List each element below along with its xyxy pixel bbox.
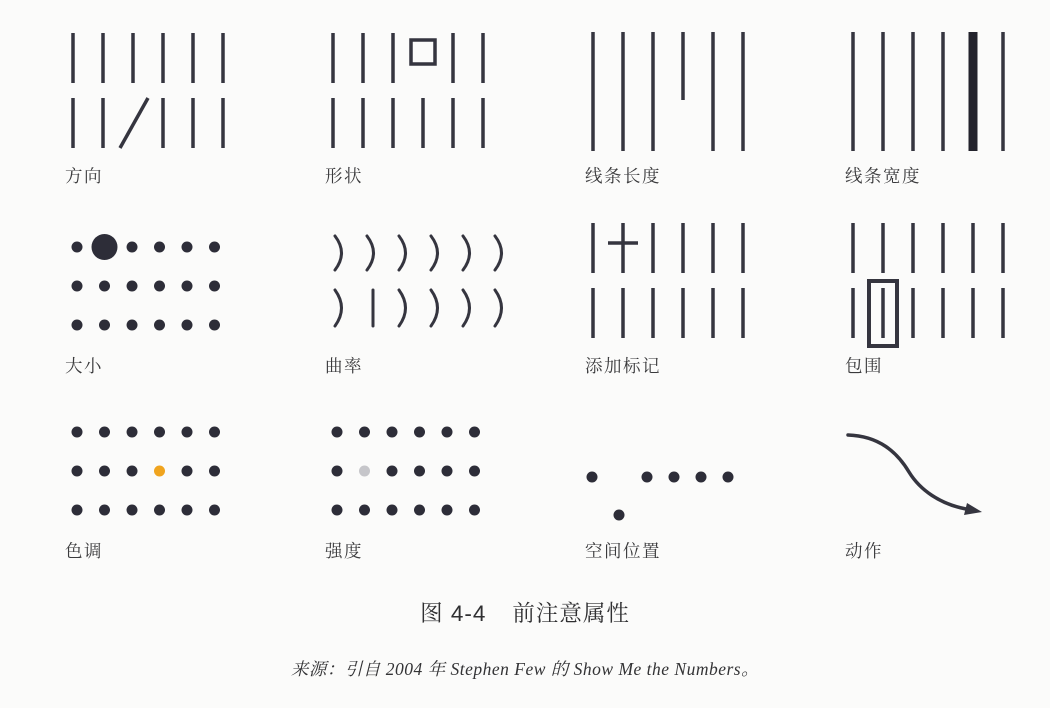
panel-art-intensity	[325, 405, 540, 535]
panel-art-line-length	[585, 30, 800, 160]
figure-source-line	[0, 656, 1050, 681]
panel-label: 添加标记	[585, 356, 661, 376]
panel-label: 强度	[325, 541, 363, 561]
panel-label: 方向	[65, 166, 103, 186]
source-prefix: 来源：	[290, 659, 345, 679]
panel-art-size	[65, 220, 280, 350]
panel-label: 色调	[65, 541, 103, 561]
panel-label: 线条长度	[585, 166, 661, 186]
panel-motion	[845, 405, 1050, 570]
panel-label: 形状	[325, 166, 363, 186]
panel-art-enclosure	[845, 220, 1050, 350]
source-suffix: 。	[741, 659, 760, 679]
panel-art-motion	[845, 405, 1050, 535]
figure-caption-number: 图 4-4	[420, 601, 487, 626]
panel-label: 线条宽度	[845, 166, 921, 186]
figure-caption	[0, 596, 1050, 628]
panel-art-hue	[65, 405, 280, 535]
panel-label: 大小	[65, 356, 103, 376]
panel-art-added-marks	[585, 220, 800, 350]
figure-caption-title: 前注意属性	[512, 601, 630, 626]
panel-size	[65, 220, 280, 385]
panel-label: 动作	[845, 541, 883, 561]
panel-direction	[65, 30, 280, 195]
panel-line-width	[845, 30, 1050, 195]
panel-art-position	[585, 405, 800, 535]
panel-art-curvature	[325, 220, 540, 350]
panel-curvature	[325, 220, 540, 385]
panel-line-length	[585, 30, 800, 195]
panel-position	[585, 405, 800, 570]
source-book-title: Show Me the Numbers	[573, 659, 742, 679]
panel-added-marks	[585, 220, 800, 385]
source-text: 引自 2004 年 Stephen Few 的	[344, 659, 574, 679]
panel-art-shape	[325, 30, 540, 160]
panel-art-line-width	[845, 30, 1050, 160]
panel-label: 空间位置	[585, 541, 661, 561]
panel-shape	[325, 30, 540, 195]
panel-art-direction	[65, 30, 280, 160]
panel-label: 曲率	[325, 356, 363, 376]
panel-label: 包围	[845, 356, 883, 376]
panel-hue	[65, 405, 280, 570]
panel-intensity	[325, 405, 540, 570]
panel-enclosure	[845, 220, 1050, 385]
